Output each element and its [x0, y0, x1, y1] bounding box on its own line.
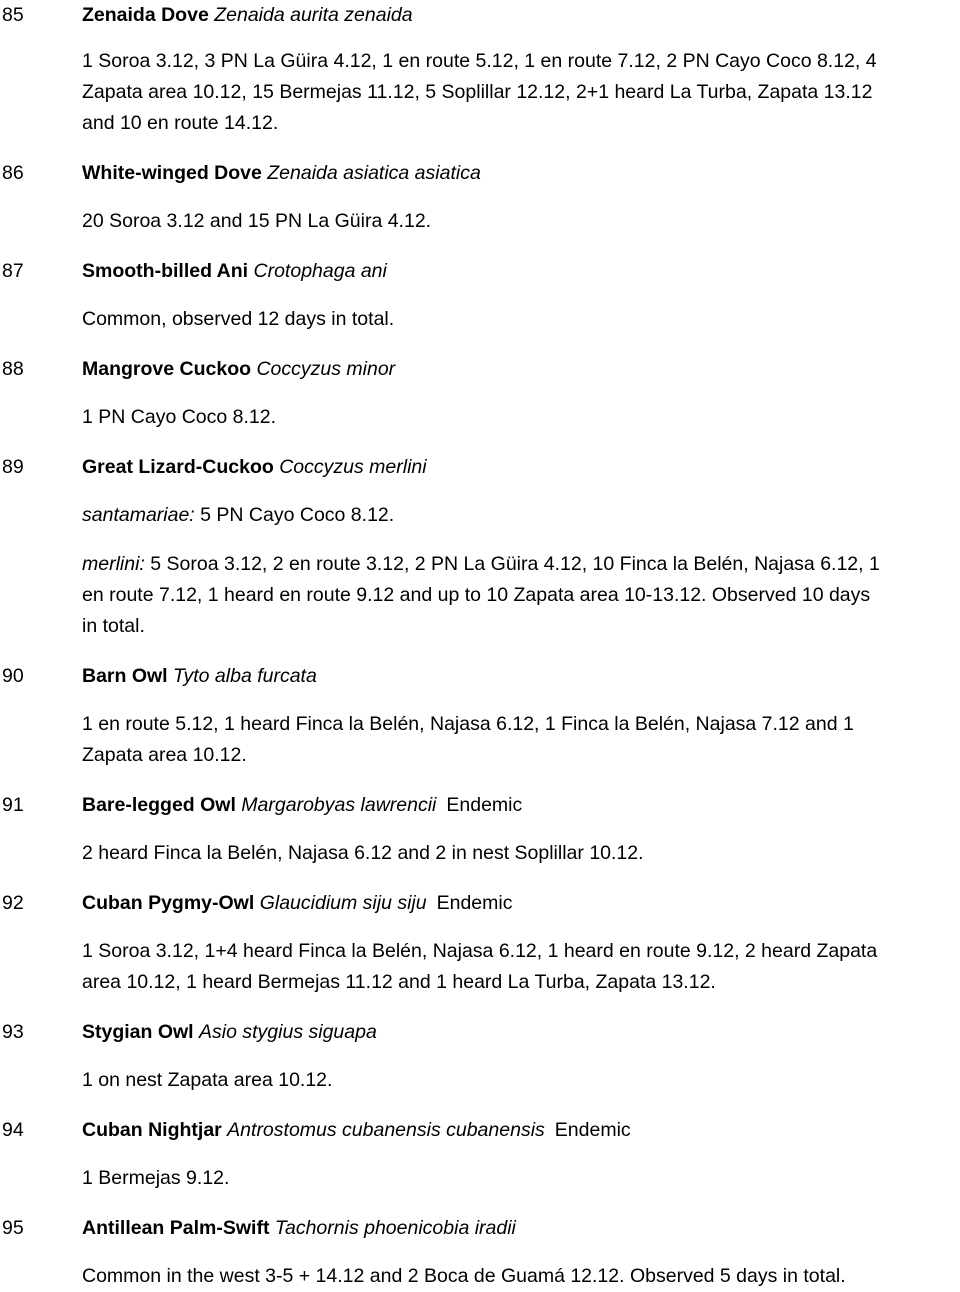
note-text: and 10 en route 14.12.	[82, 112, 279, 134]
scientific-name: Asio stygius siguapa	[199, 1021, 377, 1043]
species-heading	[0, 0, 960, 31]
species-heading	[0, 354, 960, 385]
species-number: 87	[2, 260, 24, 282]
note-line	[82, 740, 960, 771]
note-text: 1 Bermejas 9.12.	[82, 1167, 230, 1189]
observation-note	[82, 838, 960, 869]
note-line	[82, 1065, 960, 1096]
species-title	[82, 256, 387, 287]
common-name: Zenaida Dove	[82, 4, 209, 26]
species-number: 94	[2, 1119, 24, 1141]
note-line	[82, 838, 960, 869]
scientific-name: Zenaida asiatica asiatica	[267, 162, 481, 184]
endemic-tag: Endemic	[436, 892, 513, 914]
note-line	[82, 500, 960, 531]
scientific-name: Glaucidium siju siju	[259, 892, 427, 914]
species-number: 88	[2, 358, 24, 380]
species-number: 89	[2, 456, 24, 478]
note-text: en route 7.12, 1 heard en route 9.12 and up to 10 Zapata area 10-13.12. Observed 10 days	[82, 584, 871, 606]
species-title	[82, 0, 413, 31]
observation-note	[82, 936, 960, 998]
species-title	[82, 790, 522, 821]
scientific-name: Zenaida aurita zenaida	[214, 4, 413, 26]
species-title	[82, 1213, 516, 1244]
species-title	[82, 888, 512, 919]
species-heading	[0, 661, 960, 692]
note-line	[82, 402, 960, 433]
species-heading	[0, 888, 960, 919]
observation-note	[82, 206, 960, 237]
observation-note	[82, 1065, 960, 1096]
note-text: area 10.12, 1 heard Bermejas 11.12 and 1 heard La Turba, Zapata 13.12.	[82, 971, 716, 993]
species-number: 85	[2, 4, 24, 26]
species-number: 93	[2, 1021, 24, 1043]
scientific-name: Tachornis phoenicobia iradii	[274, 1217, 516, 1239]
note-line	[82, 967, 960, 998]
species-title	[82, 1017, 377, 1048]
note-line	[82, 580, 960, 611]
common-name: Bare-legged Owl	[82, 794, 236, 816]
species-heading	[0, 452, 960, 483]
note-line	[82, 77, 960, 108]
note-line	[82, 206, 960, 237]
scientific-name: Tyto alba furcata	[173, 665, 317, 687]
scientific-name: Crotophaga ani	[253, 260, 387, 282]
note-text: 1 on nest Zapata area 10.12.	[82, 1069, 333, 1091]
species-number: 86	[2, 162, 24, 184]
endemic-tag: Endemic	[554, 1119, 631, 1141]
observation-note	[82, 1261, 960, 1292]
note-line	[82, 709, 960, 740]
observation-note	[82, 402, 960, 433]
note-text: 1 en route 5.12, 1 heard Finca la Belén, Najasa 6.12, 1 Finca la Belén, Najasa 7.12 and 1	[82, 713, 854, 735]
note-text: Zapata area 10.12.	[82, 744, 247, 766]
scientific-name: Coccyzus minor	[256, 358, 396, 380]
species-heading	[0, 790, 960, 821]
species-heading	[0, 158, 960, 189]
subspecies-label: merlini:	[82, 553, 145, 575]
common-name: White-winged Dove	[82, 162, 262, 184]
note-line	[82, 108, 960, 139]
common-name: Stygian Owl	[82, 1021, 194, 1043]
species-title	[82, 661, 317, 692]
observation-note	[82, 709, 960, 771]
note-line	[82, 1261, 960, 1292]
common-name: Barn Owl	[82, 665, 168, 687]
note-line	[82, 936, 960, 967]
observation-note	[82, 46, 960, 139]
note-text: Common, observed 12 days in total.	[82, 308, 395, 330]
observation-note	[82, 549, 960, 642]
species-number: 92	[2, 892, 24, 914]
common-name: Cuban Nightjar	[82, 1119, 222, 1141]
note-line	[82, 549, 960, 580]
common-name: Antillean Palm-Swift	[82, 1217, 270, 1239]
note-line	[82, 46, 960, 77]
note-text: Zapata area 10.12, 15 Bermejas 11.12, 5 Soplillar 12.12, 2+1 heard La Turba, Zapata 13.12	[82, 81, 873, 103]
common-name: Cuban Pygmy-Owl	[82, 892, 255, 914]
note-text: 2 heard Finca la Belén, Najasa 6.12 and 2 in nest Soplillar 10.12.	[82, 842, 644, 864]
note-text: 20 Soroa 3.12 and 15 PN La Güira 4.12.	[82, 210, 432, 232]
observation-note	[82, 500, 960, 531]
species-title	[82, 354, 395, 385]
note-text: 5 PN Cayo Coco 8.12.	[200, 504, 395, 526]
note-line	[82, 1163, 960, 1194]
species-title	[82, 452, 427, 483]
note-line	[82, 304, 960, 335]
note-line	[82, 611, 960, 642]
species-heading	[0, 1213, 960, 1244]
note-text: 1 Soroa 3.12, 3 PN La Güira 4.12, 1 en route 5.12, 1 en route 7.12, 2 PN Cayo Coco 8.12, 4	[82, 50, 877, 72]
observation-note	[82, 1163, 960, 1194]
note-text: 1 PN Cayo Coco 8.12.	[82, 406, 277, 428]
species-heading	[0, 256, 960, 287]
common-name: Great Lizard-Cuckoo	[82, 456, 274, 478]
note-text: 5 Soroa 3.12, 2 en route 3.12, 2 PN La Güira 4.12, 10 Finca la Belén, Najasa 6.12, 1	[150, 553, 880, 575]
note-text: in total.	[82, 615, 145, 637]
scientific-name: Coccyzus merlini	[279, 456, 427, 478]
scientific-name: Margarobyas lawrencii	[241, 794, 437, 816]
note-text: Common in the west 3-5 + 14.12 and 2 Boca de Guamá 12.12. Observed 5 days in total.	[82, 1265, 846, 1287]
species-title	[82, 158, 481, 189]
note-text: 1 Soroa 3.12, 1+4 heard Finca la Belén, Najasa 6.12, 1 heard en route 9.12, 2 heard Zapata	[82, 940, 878, 962]
species-title	[82, 1115, 631, 1146]
species-heading	[0, 1017, 960, 1048]
common-name: Smooth-billed Ani	[82, 260, 249, 282]
endemic-tag: Endemic	[446, 794, 523, 816]
subspecies-label: santamariae:	[82, 504, 195, 526]
species-number: 90	[2, 665, 24, 687]
species-number: 95	[2, 1217, 24, 1239]
common-name: Mangrove Cuckoo	[82, 358, 252, 380]
observation-note	[82, 304, 960, 335]
species-number: 91	[2, 794, 24, 816]
species-heading	[0, 1115, 960, 1146]
scientific-name: Antrostomus cubanensis cubanensis	[227, 1119, 545, 1141]
